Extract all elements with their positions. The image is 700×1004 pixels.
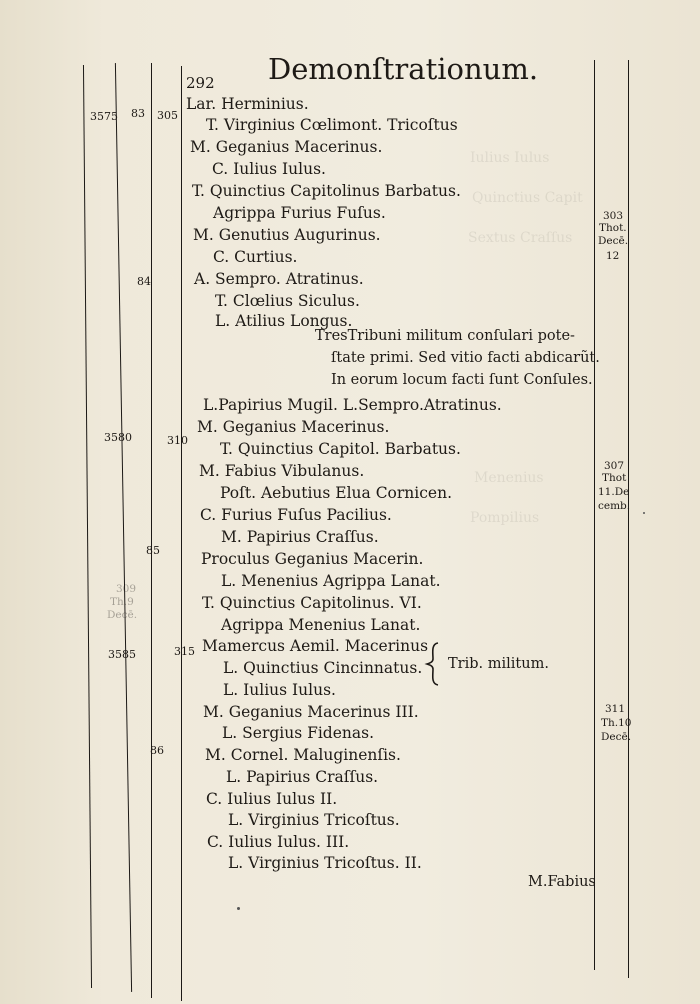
faded-margin-note: 309 [116,583,137,595]
catchword: M.Fabius [528,874,596,890]
bleed-through: Sextus Craſſus [468,230,573,246]
text-line: M. Geganius Macerinus. [197,418,390,436]
text-line: L.Papirius Mugil. L.Sempro.Atratinus. [203,396,502,414]
bleed-through: Pompilius [470,510,540,526]
column-rule [181,66,182,1001]
text-line: L. Papirius Craſſus. [226,768,379,786]
text-line: A. Sempro. Atratinus. [194,270,364,288]
margin-olympiad: 83 [131,107,145,120]
margin-olympiad: 84 [137,275,151,288]
text-line: T. Clœlius Siculus. [215,292,360,310]
note-line: In eorum locum facti ſunt Conſules. [331,372,593,388]
page-title: Demonſtrationum. [268,52,539,86]
ink-speck [237,907,240,910]
right-margin-note: Th.10 [601,717,632,729]
right-margin-note: cemb. [598,500,631,512]
text-line: C. Curtius. [213,248,298,266]
column-rule [83,65,92,988]
note-line: TresTribuni militum conſulari pote- [315,328,575,344]
right-margin-note: 307 [604,460,625,472]
text-line: M. Papirius Craſſus. [221,528,379,546]
text-line: T. Virginius Cœlimont. Tricoſtus [206,116,458,134]
brace-icon [424,641,444,687]
text-line: L. Sergius Fidenas. [222,724,375,742]
text-line: Mamercus Aemil. Macerinus [202,637,429,655]
text-line: M. Cornel. Maluginenſis. [205,746,401,764]
right-margin-note: 11.De [598,486,630,498]
bleed-through: Quinctius Capit [472,190,583,206]
text-line: T. Quinctius Capitolinus. VI. [202,594,422,612]
text-line: L. Iulius Iulus. [223,681,336,699]
text-line: Lar. Herminius. [186,95,309,113]
margin-olympiad: 86 [150,744,164,757]
bracket-label: Trib. militum. [448,656,549,672]
text-line: Agrippa Menenius Lanat. [221,616,421,634]
margin-rome-year: 310 [167,434,188,447]
faded-margin-note: Decē. [107,609,138,621]
margin-year: 3580 [104,431,132,444]
text-line: M. Fabius Vibulanus. [199,462,365,480]
right-margin-note: Thot. [599,222,627,234]
column-rule [151,63,152,998]
text-line: C. Iulius Iulus. III. [207,833,350,851]
text-line: T. Quinctius Capitolinus Barbatus. [192,182,461,200]
text-line: C. Iulius Iulus. [212,160,326,178]
text-line: M. Geganius Macerinus. [190,138,383,156]
margin-olympiad: 85 [146,544,160,557]
note-line: ſtate primi. Sed vitio facti abdicarũt. [331,350,600,366]
text-line: M. Geganius Macerinus III. [203,703,419,721]
column-rule [628,60,629,978]
text-line: Proculus Geganius Macerin. [201,550,424,568]
right-margin-note: Decē. [601,731,632,743]
margin-rome-year: 315 [174,645,195,658]
margin-rome-year: 305 [157,109,178,122]
text-line: L. Quinctius Cincinnatus. [223,659,423,677]
right-margin-note: Thot [602,472,627,484]
text-line: M. Genutius Augurinus. [193,226,381,244]
text-line: Agrippa Furius Fuſus. [213,204,386,222]
text-line: L. Virginius Tricoſtus. [228,811,400,829]
text-line: L. Atilius Longus. [215,312,353,330]
margin-year: 3585 [108,648,136,661]
right-margin-note: 311 [605,703,626,715]
text-line: T. Quinctius Capitol. Barbatus. [220,440,461,458]
text-line: L. Virginius Tricoſtus. II. [228,854,422,872]
margin-year: 3575 [90,110,118,123]
column-rule [594,60,595,970]
right-margin-note: 303 [603,210,624,222]
text-line: C. Iulius Iulus II. [206,790,338,808]
ink-speck [643,512,645,514]
bleed-through: Menenius [474,470,544,486]
page-number: 292 [186,74,215,92]
right-margin-note: 12 [606,250,620,262]
faded-margin-note: Th.9 [110,596,134,608]
bleed-through: Iulius Iulus [470,150,550,166]
text-line: Poſt. Aebutius Elua Cornicen. [220,484,453,502]
right-margin-note: Decē. [598,235,629,247]
column-rule [115,63,132,992]
text-line: L. Menenius Agrippa Lanat. [221,572,441,590]
text-line: C. Furius Fuſus Pacilius. [200,506,392,524]
